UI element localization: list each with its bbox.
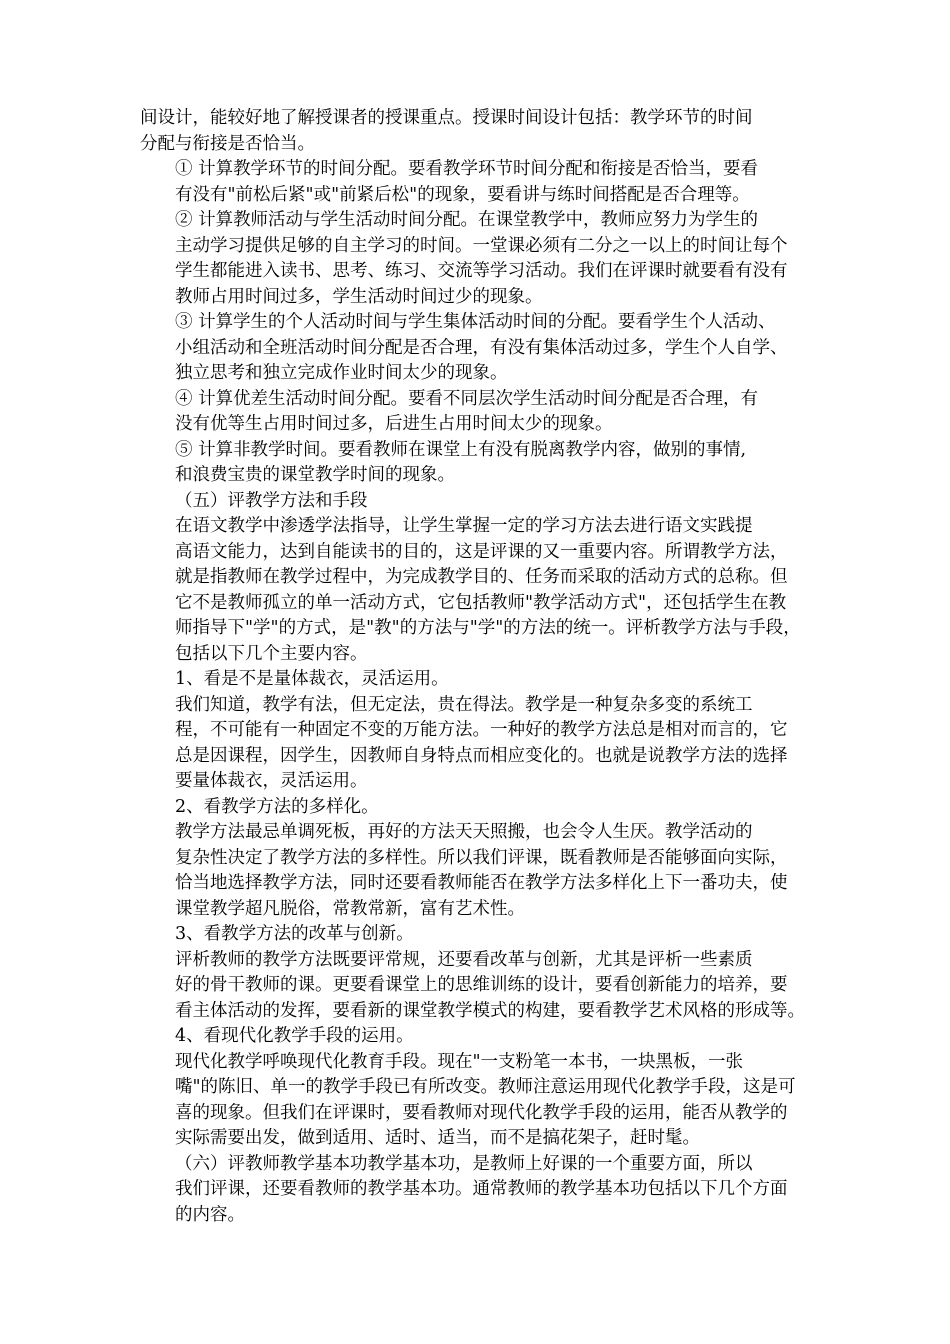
paragraph	[140, 1024, 830, 1050]
paragraph	[140, 922, 830, 948]
paragraph	[140, 948, 830, 1025]
text-line: 1、看是不是量体裁衣，灵活运用。	[175, 669, 449, 689]
text-line: 我们评课，还要看教师的教学基本功。通常教师的教学基本功包括以下几个方面	[175, 1179, 788, 1199]
text-line: 看主体活动的发挥，要看新的课堂教学模式的构建，要看教学艺术风格的形成等。	[175, 1000, 805, 1021]
text-line: 4、看现代化教学手段的运用。	[175, 1026, 414, 1046]
text-line: 课堂教学超凡脱俗，常教常新，富有艺术性。	[175, 898, 525, 919]
text-line: ⑤ 计算非教学时间。要看教师在课堂上有没有脱离教学内容，做别的事情,	[175, 439, 747, 460]
text-line: 我们知道，教学有法，但无定法，贵在得法。教学是一种复杂多变的系统工	[175, 694, 753, 715]
text-line: （五）评教学方法和手段	[175, 490, 368, 511]
text-line: 间设计，能较好地了解授课者的授课重点。授课时间设计包括：教学环节的时间	[140, 108, 753, 128]
text-line: 小组活动和全班活动时间分配是否合理，有没有集体活动过多，学生个人自学、	[175, 337, 788, 358]
text-line: 评析教师的教学方法既要评常规，还要看改革与创新，尤其是评析一些素质	[175, 949, 753, 970]
text-line: ② 计算教师活动与学生活动时间分配。在课堂教学中，教师应努力为学生的	[175, 210, 759, 230]
text-line: 嘴"的陈旧、单一的教学手段已有所改变。教师注意运用现代化教学手段，这是可	[175, 1077, 796, 1097]
text-line: 实际需要出发，做到适用、适时、适当，而不是搞花架子，赶时髦。	[175, 1128, 700, 1148]
text-line: 喜的现象。但我们在评课时，要看教师对现代化教学手段的运用，能否从教学的	[175, 1102, 788, 1123]
paragraph	[140, 208, 830, 310]
paragraph	[140, 387, 830, 438]
paragraph	[140, 1050, 830, 1152]
text-line: 2、看教学方法的多样化。	[175, 796, 379, 817]
text-line: 的内容。	[175, 1204, 245, 1225]
text-line: 好的骨干教师的课。更要看课堂上的思维训练的设计，要看创新能力的培养，要	[175, 975, 788, 995]
document-page	[140, 106, 830, 1228]
text-line: 独立思考和独立完成作业时间太少的现象。	[175, 363, 508, 383]
text-line: 复杂性决定了教学方法的多样性。所以我们评课，既看教师是否能够面向实际，	[175, 847, 788, 868]
paragraph	[140, 157, 830, 208]
text-line: 恰当地选择教学方法，同时还要看教师能否在教学方法多样化上下一番功夫，使	[175, 873, 788, 893]
paragraph	[140, 795, 830, 821]
paragraph	[140, 667, 830, 693]
text-line: ③ 计算学生的个人活动时间与学生集体活动时间的分配。要看学生个人活动、	[175, 312, 776, 332]
text-line: 有没有"前松后紧"或"前紧后松"的现象，要看讲与练时间搭配是否合理等。	[175, 184, 750, 205]
text-line: 学生都能进入读书、思考、练习、交流等学习活动。我们在评课时就要看有没有	[175, 261, 788, 281]
text-line: 总是因课程，因学生，因教师自身特点而相应变化的。也就是说教学方法的选择	[175, 745, 788, 766]
text-line: 3、看教学方法的改革与创新。	[175, 924, 414, 944]
paragraph	[140, 1152, 830, 1229]
paragraph	[140, 489, 830, 515]
text-line: 主动学习提供足够的自主学习的时间。一堂课必须有二分之一以上的时间让每个	[175, 235, 788, 256]
text-line: 它不是教师孤立的单一活动方式，它包括教师"教学活动方式"，还包括学生在教	[175, 592, 787, 613]
paragraph	[140, 820, 830, 922]
paragraph	[140, 438, 830, 489]
paragraph	[140, 106, 830, 157]
text-line: 没有优等生占用时间过多，后进生占用时间太少的现象。	[175, 414, 613, 434]
paragraph	[140, 693, 830, 795]
text-line: 高语文能力，达到自能读书的目的，这是评课的又一重要内容。所谓教学方法，	[175, 541, 788, 562]
paragraph	[140, 514, 830, 667]
paragraph	[140, 310, 830, 387]
text-line: 和浪费宝贵的课堂教学时间的现象。	[175, 465, 455, 485]
text-line: ④ 计算优差生活动时间分配。要看不同层次学生活动时间分配是否合理，有	[175, 388, 759, 409]
text-line: 在语文教学中渗透学法指导，让学生掌握一定的学习方法去进行语文实践提	[175, 516, 753, 536]
text-line: 就是指教师在教学过程中，为完成教学目的、任务而采取的活动方式的总称。但	[175, 567, 788, 587]
text-line: 教师占用时间过多，学生活动时间过少的现象。	[175, 286, 543, 307]
text-line: 现代化教学呼唤现代化教育手段。现在"一支粉笔一本书，一块黑板，一张	[175, 1051, 744, 1072]
text-line: （六）评教师教学基本功教学基本功，是教师上好课的一个重要方面，所以	[175, 1153, 753, 1174]
text-line: ① 计算教学环节的时间分配。要看教学环节时间分配和衔接是否恰当，要看	[175, 159, 759, 179]
text-line: 分配与衔接是否恰当。	[140, 133, 315, 154]
text-line: 教学方法最忌单调死板，再好的方法天天照搬，也会令人生厌。教学活动的	[175, 822, 753, 842]
text-line: 包括以下几个主要内容。	[175, 643, 368, 664]
text-line: 要量体裁衣，灵活运用。	[175, 771, 368, 791]
text-line: 程，不可能有一种固定不变的万能方法。一种好的教学方法总是相对而言的，它	[175, 720, 788, 740]
text-line: 师指导下"学"的方式，是"教"的方法与"学"的方法的统一。评析教学方法与手段，	[175, 618, 801, 638]
